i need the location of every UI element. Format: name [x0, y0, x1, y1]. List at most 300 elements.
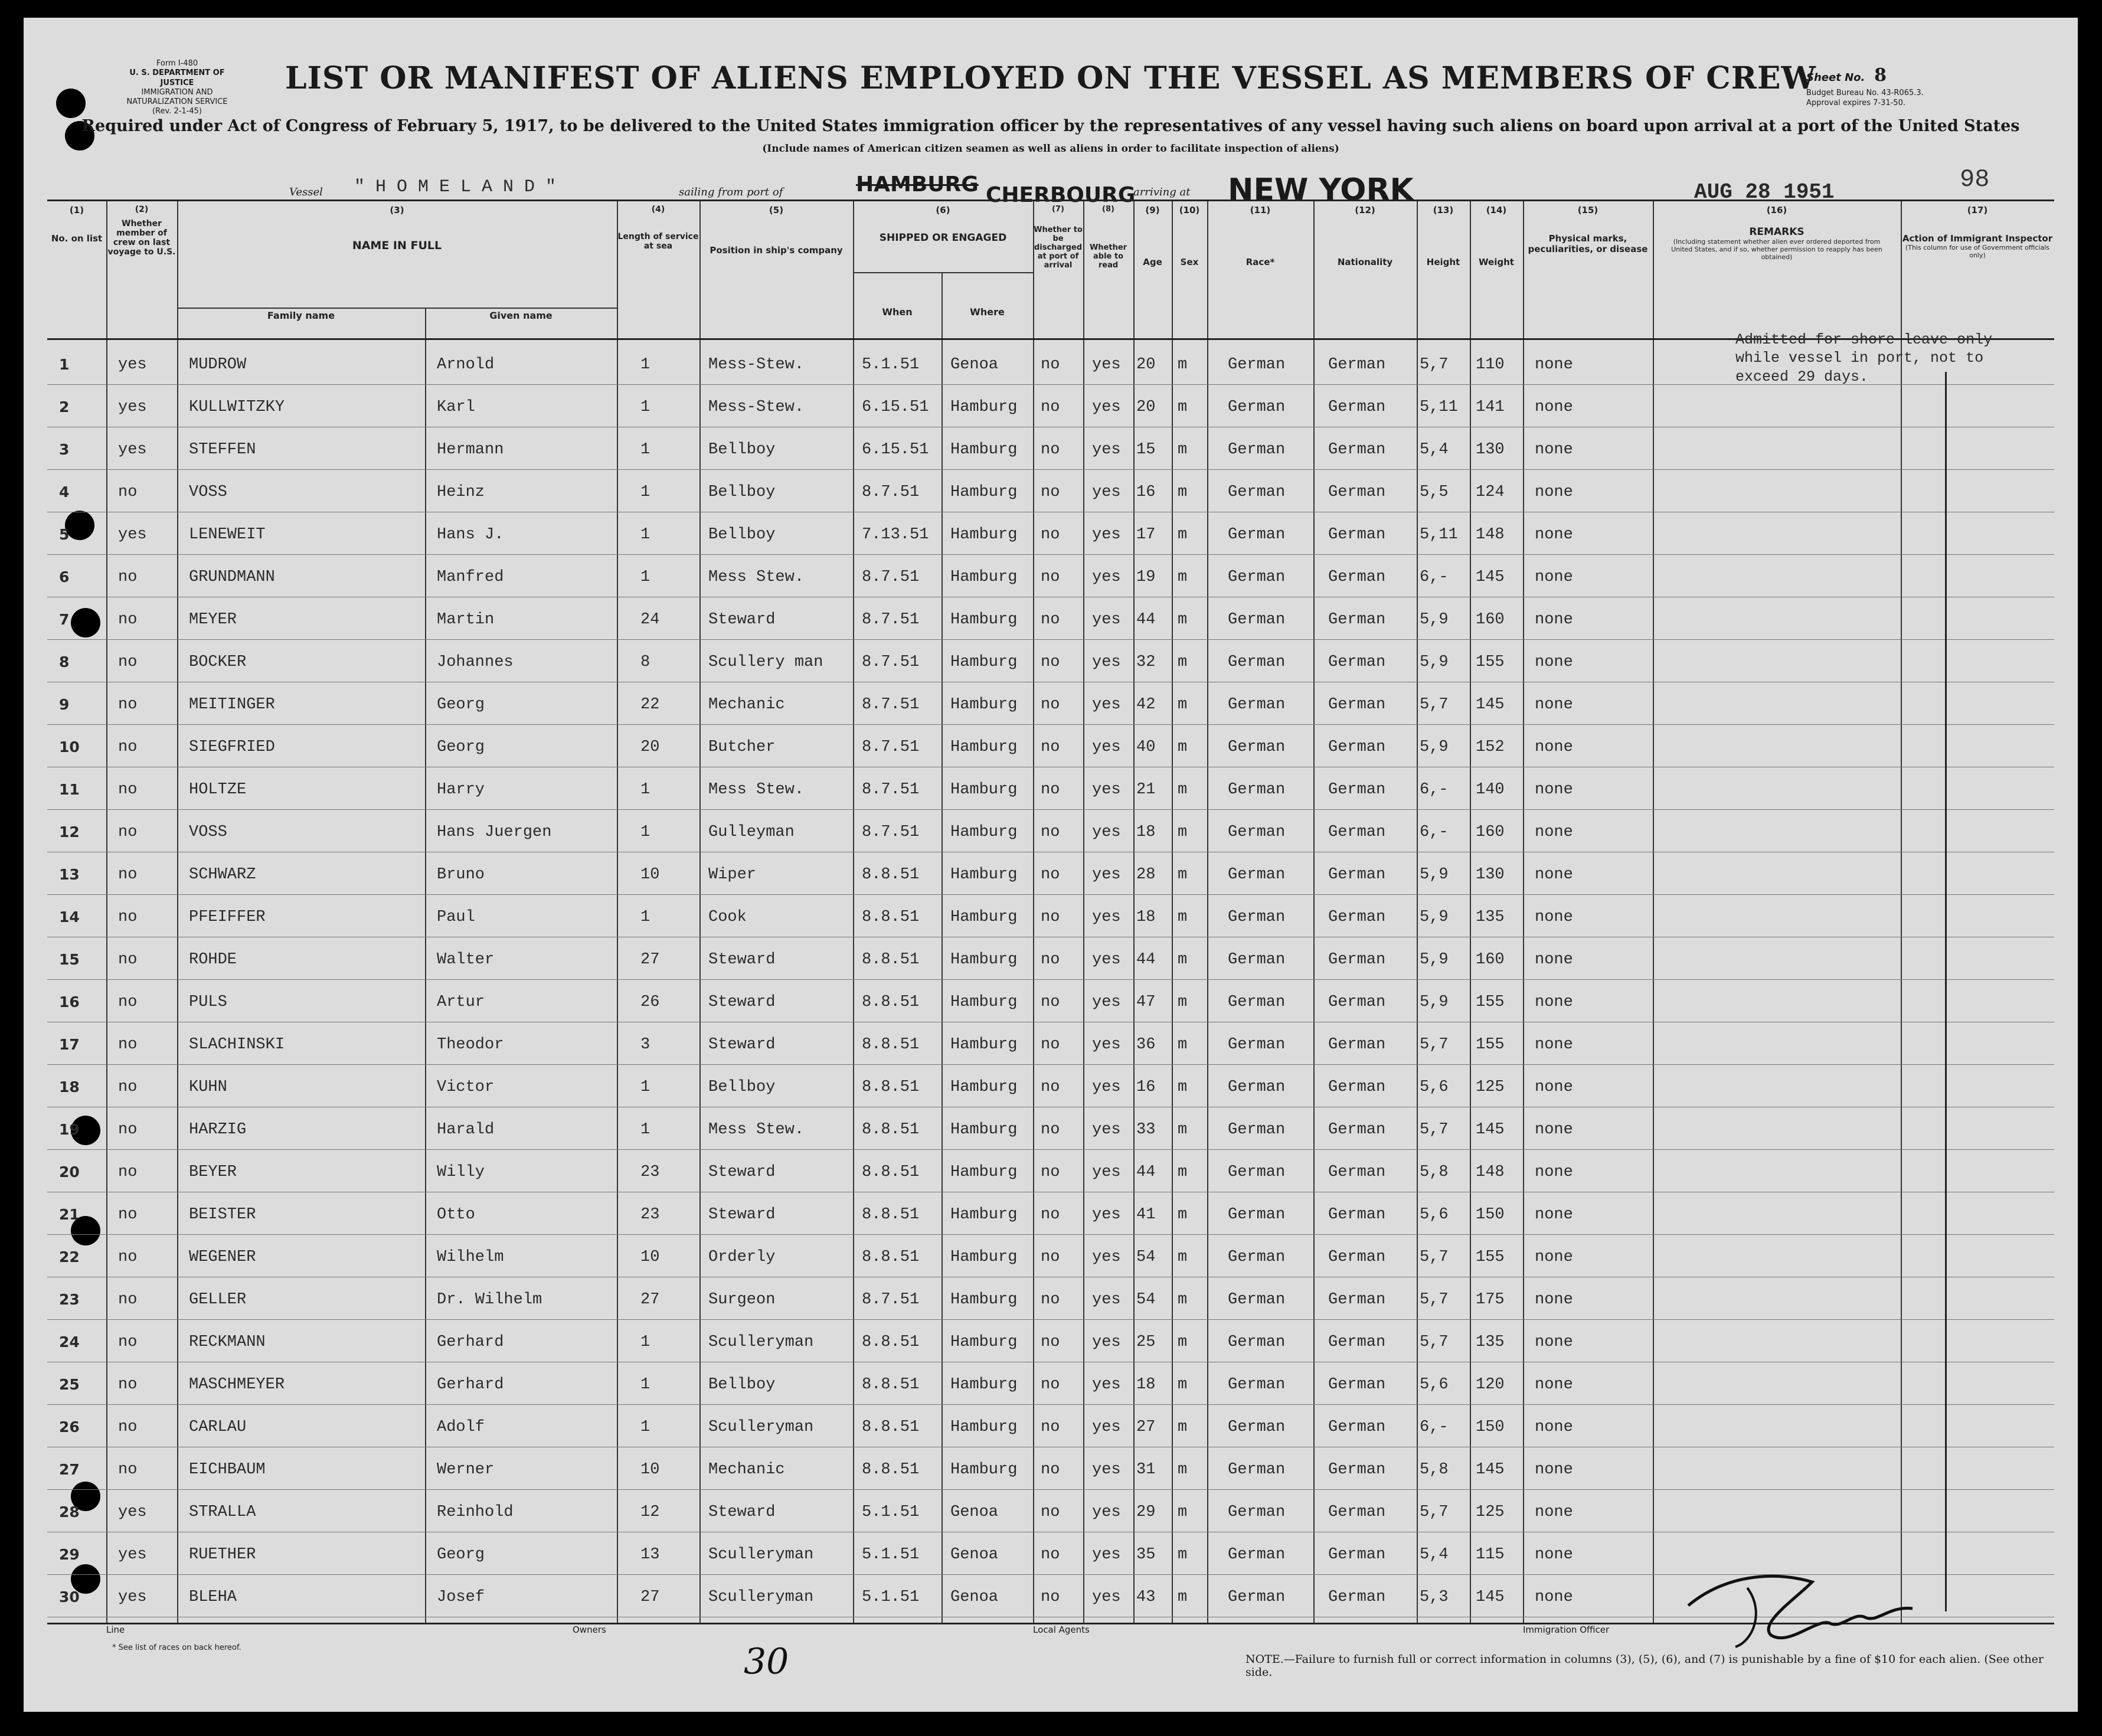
position: Bellboy: [708, 1376, 776, 1394]
col13-number: (13): [1433, 205, 1454, 215]
physical-marks: none: [1535, 1418, 1573, 1436]
height: 5,7: [1420, 1503, 1449, 1521]
age: 44: [1136, 611, 1156, 629]
sex: m: [1178, 908, 1188, 926]
physical-marks: none: [1535, 1546, 1573, 1564]
physical-marks: none: [1535, 1291, 1573, 1309]
prior-voyage: no: [118, 696, 138, 714]
can-read: yes: [1092, 1206, 1121, 1224]
service-length: 26: [640, 993, 660, 1011]
col17-header: Action of Immigrant Inspector: [1902, 233, 2053, 244]
row-number: 30: [59, 1588, 80, 1606]
sex: m: [1178, 1248, 1188, 1266]
col7-number: (7): [1052, 205, 1064, 214]
prior-voyage: yes: [118, 356, 147, 374]
shipped-when: 8.8.51: [862, 951, 920, 969]
family-name: SIEGFRIED: [189, 738, 275, 756]
discharged: no: [1041, 1163, 1060, 1181]
discharged: no: [1041, 1121, 1060, 1139]
nationality: German: [1328, 441, 1386, 459]
race: German: [1228, 1121, 1286, 1139]
sex: m: [1178, 1121, 1188, 1139]
age: 36: [1136, 1036, 1156, 1054]
col3b-header: Given name: [489, 310, 553, 321]
given-name: Otto: [437, 1206, 475, 1224]
given-name: Wilhelm: [437, 1248, 504, 1266]
row-number: 22: [59, 1248, 80, 1266]
can-read: yes: [1092, 611, 1121, 629]
col15-number: (15): [1577, 205, 1598, 215]
discharged: no: [1041, 441, 1060, 459]
family-name: KULLWITZKY: [189, 398, 285, 416]
weight: 155: [1476, 993, 1505, 1011]
discharged: no: [1041, 1418, 1060, 1436]
can-read: yes: [1092, 1546, 1121, 1564]
prior-voyage: no: [118, 568, 138, 586]
family-name: RUETHER: [189, 1546, 256, 1564]
given-name: Adolf: [437, 1418, 485, 1436]
service-length: 1: [640, 356, 650, 374]
approval-expiry: Approval expires 7-31-50.: [1806, 98, 1905, 107]
weight: 145: [1476, 696, 1505, 714]
height: 5,9: [1420, 951, 1449, 969]
weight: 145: [1476, 1588, 1505, 1606]
age: 16: [1136, 483, 1156, 501]
shipped-where: Genoa: [950, 356, 999, 374]
weight: 150: [1476, 1206, 1505, 1224]
nationality: German: [1328, 781, 1386, 799]
given-name: Dr. Wilhelm: [437, 1291, 542, 1309]
physical-marks: none: [1535, 653, 1573, 671]
row-number: 14: [59, 908, 80, 926]
prior-voyage: yes: [118, 441, 147, 459]
height: 5,6: [1420, 1376, 1449, 1394]
col3a-header: Family name: [267, 310, 335, 321]
sex: m: [1178, 356, 1188, 374]
weight: 110: [1476, 356, 1505, 374]
budget-bureau: Budget Bureau No. 43-R065.3.: [1806, 89, 1924, 97]
row-divider: [47, 1404, 2054, 1405]
row-number: 9: [59, 696, 70, 713]
discharged: no: [1041, 1248, 1060, 1266]
page-corner-number: 98: [1960, 165, 1990, 194]
service-length: 1: [640, 823, 650, 841]
weight: 145: [1476, 1461, 1505, 1479]
physical-marks: none: [1535, 993, 1573, 1011]
position: Sculleryman: [708, 1333, 814, 1351]
can-read: yes: [1092, 441, 1121, 459]
age: 31: [1136, 1461, 1156, 1479]
given-name: Manfred: [437, 568, 504, 586]
service-length: 22: [640, 696, 660, 714]
service-length: 1: [640, 1333, 650, 1351]
service-length: 23: [640, 1206, 660, 1224]
service-length: 13: [640, 1546, 660, 1564]
nationality: German: [1328, 908, 1386, 926]
family-name: GELLER: [189, 1291, 247, 1309]
col5-header: Position in ship's company: [710, 245, 843, 256]
row-number: 11: [59, 781, 80, 798]
sex: m: [1178, 1503, 1188, 1521]
sex: m: [1178, 823, 1188, 841]
position: Mess-Stew.: [708, 398, 805, 416]
family-name: CARLAU: [189, 1418, 247, 1436]
service-length: 1: [640, 398, 650, 416]
row-number: 8: [59, 653, 70, 671]
position: Bellboy: [708, 1078, 776, 1096]
service-length: 27: [640, 1291, 660, 1309]
family-name: SLACHINSKI: [189, 1036, 285, 1054]
given-name: Heinz: [437, 483, 485, 501]
family-name: VOSS: [189, 483, 227, 501]
position: Surgeon: [708, 1291, 776, 1309]
nationality: German: [1328, 1418, 1386, 1436]
signature: [1676, 1552, 1924, 1659]
sex: m: [1178, 441, 1188, 459]
service-length: 1: [640, 483, 650, 501]
weight: 130: [1476, 441, 1505, 459]
sex: m: [1178, 738, 1188, 756]
shipped-where: Genoa: [950, 1588, 999, 1606]
prior-voyage: yes: [118, 1546, 147, 1564]
given-name: Georg: [437, 1546, 485, 1564]
shipped-where: Hamburg: [950, 568, 1018, 586]
position: Steward: [708, 951, 776, 969]
race: German: [1228, 823, 1286, 841]
service-length: 8: [640, 653, 650, 671]
col4-header: Length of service at sea: [617, 232, 699, 251]
can-read: yes: [1092, 526, 1121, 544]
given-name: Gerhard: [437, 1376, 504, 1394]
service-length: 1: [640, 908, 650, 926]
can-read: yes: [1092, 781, 1121, 799]
nationality: German: [1328, 1588, 1386, 1606]
service-length: 1: [640, 1376, 650, 1394]
race: German: [1228, 738, 1286, 756]
col9-number: (9): [1145, 205, 1160, 215]
discharged: no: [1041, 908, 1060, 926]
age: 42: [1136, 696, 1156, 714]
prior-voyage: yes: [118, 526, 147, 544]
given-name: Harry: [437, 781, 485, 799]
row-divider: [47, 894, 2054, 895]
race: German: [1228, 611, 1286, 629]
shipped-when: 8.8.51: [862, 866, 920, 884]
row-number: 19: [59, 1121, 80, 1138]
given-name: Karl: [437, 398, 475, 416]
row-number: 27: [59, 1461, 80, 1478]
shipped-where: Hamburg: [950, 1121, 1018, 1139]
remarks-text: Admitted for shore leave only while vessel in port, not to exceed 29 days.: [1735, 331, 1993, 385]
manifest-sheet: [24, 18, 2078, 1712]
weight: 145: [1476, 568, 1505, 586]
service-length: 27: [640, 1588, 660, 1606]
shipped-when: 8.8.51: [862, 1461, 920, 1479]
col7-header: Whether to be discharged at port of arrival: [1034, 225, 1083, 270]
col17-subheader: (This column for use of Government officials only): [1905, 244, 2050, 259]
sex: m: [1178, 781, 1188, 799]
weight: 155: [1476, 653, 1505, 671]
family-name: BLEHA: [189, 1588, 237, 1606]
weight: 175: [1476, 1291, 1505, 1309]
discharged: no: [1041, 1206, 1060, 1224]
nationality: German: [1328, 356, 1386, 374]
discharged: no: [1041, 1333, 1060, 1351]
sex: m: [1178, 1291, 1188, 1309]
height: 5,7: [1420, 356, 1449, 374]
shipped-where: Hamburg: [950, 611, 1018, 629]
age: 54: [1136, 1291, 1156, 1309]
discharged: no: [1041, 356, 1060, 374]
prior-voyage: no: [118, 1036, 138, 1054]
vessel-label: Vessel: [289, 186, 323, 198]
nationality: German: [1328, 1291, 1386, 1309]
row-divider: [47, 1489, 2054, 1490]
race: German: [1228, 1206, 1286, 1224]
shipped-where: Hamburg: [950, 781, 1018, 799]
physical-marks: none: [1535, 951, 1573, 969]
race: German: [1228, 1418, 1286, 1436]
service-length: 1: [640, 568, 650, 586]
weight: 152: [1476, 738, 1505, 756]
shipped-where: Hamburg: [950, 1333, 1018, 1351]
race: German: [1228, 653, 1286, 671]
physical-marks: none: [1535, 568, 1573, 586]
col8-number: (8): [1102, 205, 1114, 214]
col6-number: (6): [936, 205, 950, 215]
shipped-where: Hamburg: [950, 823, 1018, 841]
discharged: no: [1041, 1036, 1060, 1054]
can-read: yes: [1092, 653, 1121, 671]
col10-number: (10): [1179, 205, 1200, 215]
can-read: yes: [1092, 1078, 1121, 1096]
shipped-when: 5.1.51: [862, 1503, 920, 1521]
shipped-when: 6.15.51: [862, 441, 929, 459]
row-number: 21: [59, 1206, 80, 1223]
shipped-where: Hamburg: [950, 1376, 1018, 1394]
prior-voyage: no: [118, 1333, 138, 1351]
shipped-where: Hamburg: [950, 1163, 1018, 1181]
shipped-where: Hamburg: [950, 398, 1018, 416]
sex: m: [1178, 993, 1188, 1011]
race: German: [1228, 568, 1286, 586]
row-number: 2: [59, 398, 70, 416]
nationality: German: [1328, 483, 1386, 501]
given-name: Harald: [437, 1121, 495, 1139]
col12-header: Nationality: [1337, 257, 1393, 267]
sheet-number-value: 8: [1874, 65, 1887, 86]
sex: m: [1178, 483, 1188, 501]
position: Steward: [708, 611, 776, 629]
prior-voyage: no: [118, 483, 138, 501]
height: 6,-: [1420, 1418, 1449, 1436]
weight: 125: [1476, 1078, 1505, 1096]
shipped-where: Hamburg: [950, 1418, 1018, 1436]
family-name: MASCHMEYER: [189, 1376, 285, 1394]
family-name: BEYER: [189, 1163, 237, 1181]
family-name: VOSS: [189, 823, 227, 841]
family-name: STRALLA: [189, 1503, 256, 1521]
race: German: [1228, 781, 1286, 799]
col17-number: (17): [1967, 205, 1988, 215]
arrival-date: AUG 28 1951: [1694, 180, 1835, 204]
row-number: 10: [59, 738, 80, 756]
footer-officer-label: Immigration Officer: [1523, 1624, 1610, 1635]
physical-marks: none: [1535, 1503, 1573, 1521]
shipped-where: Hamburg: [950, 526, 1018, 544]
prior-voyage: no: [118, 951, 138, 969]
form-department: U. S. DEPARTMENT OF JUSTICE: [129, 68, 225, 87]
shipped-where: Hamburg: [950, 1461, 1018, 1479]
race: German: [1228, 1248, 1286, 1266]
weight: 155: [1476, 1036, 1505, 1054]
shipped-where: Hamburg: [950, 1206, 1018, 1224]
service-length: 10: [640, 866, 660, 884]
physical-marks: none: [1535, 1036, 1573, 1054]
discharged: no: [1041, 1588, 1060, 1606]
can-read: yes: [1092, 1461, 1121, 1479]
crew-table: [47, 200, 2054, 1624]
given-name: Hermann: [437, 441, 504, 459]
sailing-label: sailing from port of: [679, 186, 783, 198]
discharged: no: [1041, 1078, 1060, 1096]
family-name: KUHN: [189, 1078, 227, 1096]
row-number: 24: [59, 1333, 80, 1351]
race: German: [1228, 1333, 1286, 1351]
can-read: yes: [1092, 951, 1121, 969]
service-length: 1: [640, 1418, 650, 1436]
form-number: Form I-480: [156, 59, 198, 68]
given-name: Hans J.: [437, 526, 504, 544]
physical-marks: none: [1535, 866, 1573, 884]
physical-marks: none: [1535, 441, 1573, 459]
can-read: yes: [1092, 696, 1121, 714]
shipped-when: 8.7.51: [862, 653, 920, 671]
row-number: 12: [59, 823, 80, 841]
service-length: 20: [640, 738, 660, 756]
can-read: yes: [1092, 1036, 1121, 1054]
height: 5,7: [1420, 696, 1449, 714]
family-name: LENEWEIT: [189, 526, 266, 544]
age: 41: [1136, 1206, 1156, 1224]
shipped-where: Genoa: [950, 1546, 999, 1564]
nationality: German: [1328, 823, 1386, 841]
can-read: yes: [1092, 738, 1121, 756]
nationality: German: [1328, 568, 1386, 586]
col10-header: Sex: [1180, 257, 1199, 267]
discharged: no: [1041, 611, 1060, 629]
position: Mess Stew.: [708, 568, 805, 586]
shipped-when: 5.1.51: [862, 1588, 920, 1606]
shipped-where: Hamburg: [950, 993, 1018, 1011]
row-divider: [47, 1064, 2054, 1065]
row-divider: [47, 469, 2054, 470]
page-title: LIST OR MANIFEST OF ALIENS EMPLOYED ON THE VESSEL AS MEMBERS OF CREW: [285, 60, 1816, 96]
discharged: no: [1041, 951, 1060, 969]
weight: 120: [1476, 1376, 1505, 1394]
col2-header: Whether member of crew on last voyage to U.S.: [107, 219, 176, 257]
penalty-note: NOTE.—Failure to furnish full or correct information in columns (3), (5), (6), and (7) is punishable by a fine of $10 for each alien. (See other side.: [1245, 1653, 2044, 1679]
prior-voyage: no: [118, 611, 138, 629]
position: Steward: [708, 993, 776, 1011]
race: German: [1228, 526, 1286, 544]
nationality: German: [1328, 738, 1386, 756]
physical-marks: none: [1535, 1248, 1573, 1266]
family-name: STEFFEN: [189, 441, 256, 459]
physical-marks: none: [1535, 696, 1573, 714]
col16-subheader: (Including statement whether alien ever ordered deported from United States, and if so, whether permission to reapply has been obtained): [1671, 238, 1882, 261]
prior-voyage: no: [118, 866, 138, 884]
nationality: German: [1328, 1163, 1386, 1181]
race: German: [1228, 483, 1286, 501]
shipped-when: 8.8.51: [862, 1418, 920, 1436]
prior-voyage: no: [118, 738, 138, 756]
given-name: Bruno: [437, 866, 485, 884]
shipped-when: 7.13.51: [862, 526, 929, 544]
discharged: no: [1041, 738, 1060, 756]
height: 5,7: [1420, 1248, 1449, 1266]
row-number: 3: [59, 441, 70, 458]
race: German: [1228, 993, 1286, 1011]
nationality: German: [1328, 1121, 1386, 1139]
position: Steward: [708, 1036, 776, 1054]
shipped-when: 8.7.51: [862, 1291, 920, 1309]
service-length: 10: [640, 1248, 660, 1266]
page-subtitle: Required under Act of Congress of February 5, 1917, to be delivered to the United States immigration officer by the representatives of any vessel having such aliens on board upon arrival at a port of the United States: [81, 117, 2020, 135]
weight: 160: [1476, 611, 1505, 629]
shipped-when: 8.7.51: [862, 611, 920, 629]
given-name: Reinhold: [437, 1503, 514, 1521]
position: Sculleryman: [708, 1588, 814, 1606]
row-divider: [47, 1234, 2054, 1235]
sex: m: [1178, 398, 1188, 416]
height: 5,9: [1420, 611, 1449, 629]
race: German: [1228, 1078, 1286, 1096]
age: 47: [1136, 993, 1156, 1011]
height: 5,6: [1420, 1206, 1449, 1224]
age: 20: [1136, 398, 1156, 416]
age: 15: [1136, 441, 1156, 459]
col3-number: (3): [390, 205, 404, 215]
shipped-where: Hamburg: [950, 1248, 1018, 1266]
vessel-name: " H O M E L A N D ": [354, 177, 557, 197]
row-divider: [47, 724, 2054, 725]
age: 28: [1136, 866, 1156, 884]
prior-voyage: no: [118, 823, 138, 841]
can-read: yes: [1092, 483, 1121, 501]
physical-marks: none: [1535, 1588, 1573, 1606]
discharged: no: [1041, 398, 1060, 416]
race: German: [1228, 866, 1286, 884]
age: 27: [1136, 1418, 1156, 1436]
shipped-where: Hamburg: [950, 1036, 1018, 1054]
weight: 145: [1476, 1121, 1505, 1139]
prior-voyage: no: [118, 1376, 138, 1394]
prior-voyage: no: [118, 1291, 138, 1309]
shipped-where: Hamburg: [950, 483, 1018, 501]
height: 5,11: [1420, 398, 1458, 416]
height: 5,9: [1420, 866, 1449, 884]
can-read: yes: [1092, 1163, 1121, 1181]
discharged: no: [1041, 696, 1060, 714]
footer-line-label: Line: [106, 1624, 125, 1635]
height: 5,3: [1420, 1588, 1449, 1606]
footer-owners-label: Owners: [573, 1624, 606, 1635]
position: Wiper: [708, 866, 757, 884]
age: 33: [1136, 1121, 1156, 1139]
sex: m: [1178, 1206, 1188, 1224]
nationality: German: [1328, 1333, 1386, 1351]
